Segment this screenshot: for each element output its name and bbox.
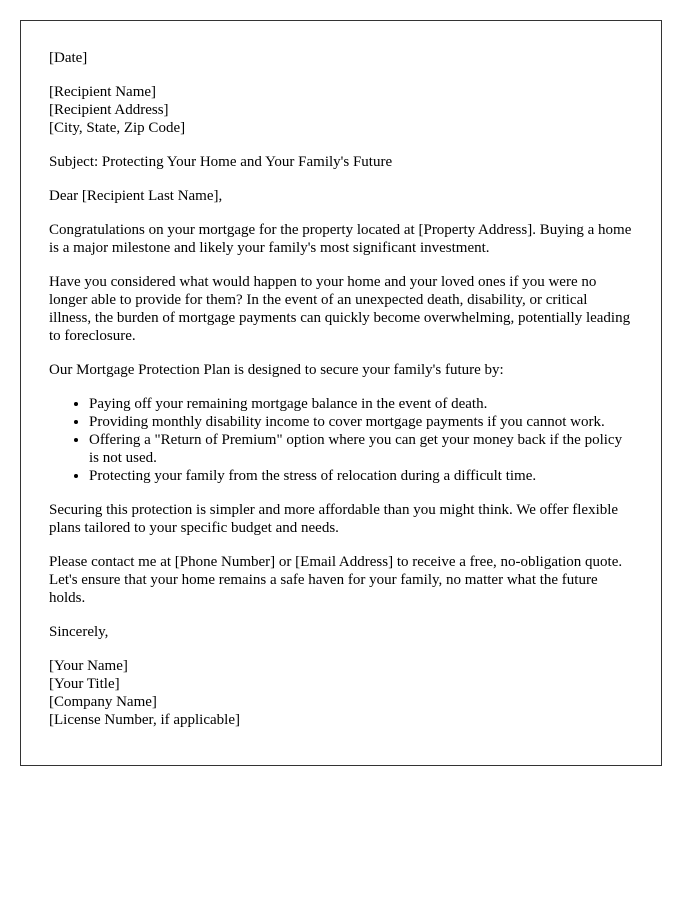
recipient-address: [Recipient Address] bbox=[49, 102, 169, 118]
recipient-city: [City, State, Zip Code] bbox=[49, 120, 186, 136]
list-item: • Paying off your remaining mortgage balance in the event of death. bbox=[89, 395, 633, 413]
sender-title: [Your Title] bbox=[49, 676, 120, 692]
salutation: Dear [Recipient Last Name], bbox=[49, 188, 223, 204]
list-item: • Providing monthly disability income to cover mortgage payments if you cannot work. bbox=[89, 413, 633, 431]
paragraph-risk: Have you considered what would happen to your home and your loved ones if you were no longer able to provide for them? In the event of an unexpected death, disability, or critical illness, the burden of mortgage payments can quickly become overwhelming, potentially leading to foreclosure. bbox=[49, 274, 631, 344]
list-item: • Protecting your family from the stress of relocation during a difficult time. bbox=[89, 467, 633, 485]
letter bbox=[20, 20, 662, 766]
recipient-block bbox=[49, 83, 633, 137]
signoff: Sincerely, bbox=[49, 624, 109, 640]
paragraph-plan: Our Mortgage Protection Plan is designed to secure your family's future by: bbox=[49, 362, 504, 378]
recipient-name: [Recipient Name] bbox=[49, 84, 157, 100]
list-item: • Offering a "Return of Premium" option where you can get your money back if the policy is not used. bbox=[89, 431, 633, 467]
paragraph-affordable: Securing this protection is simpler and more affordable than you might think. We offer flexible plans tailored to your specific budget and needs. bbox=[49, 502, 619, 536]
subject-line: Subject: Protecting Your Home and Your Family's Future bbox=[49, 154, 393, 170]
date: [Date] bbox=[49, 50, 88, 66]
paragraph-intro: Congratulations on your mortgage for the property located at [Property Address]. Buying a home is a major milestone and likely your family's most significant investment. bbox=[49, 222, 632, 256]
paragraph-contact: Please contact me at [Phone Number] or [Email Address] to receive a free, no-obligation quote. Let's ensure that your home remains a safe haven for your family, no matter what the future holds. bbox=[49, 554, 623, 606]
sender-company: [Company Name] bbox=[49, 694, 157, 710]
sender-name: [Your Name] bbox=[49, 658, 128, 674]
sender-license: [License Number, if applicable] bbox=[49, 712, 240, 728]
sender-block bbox=[49, 657, 633, 729]
benefits-list bbox=[49, 395, 633, 485]
